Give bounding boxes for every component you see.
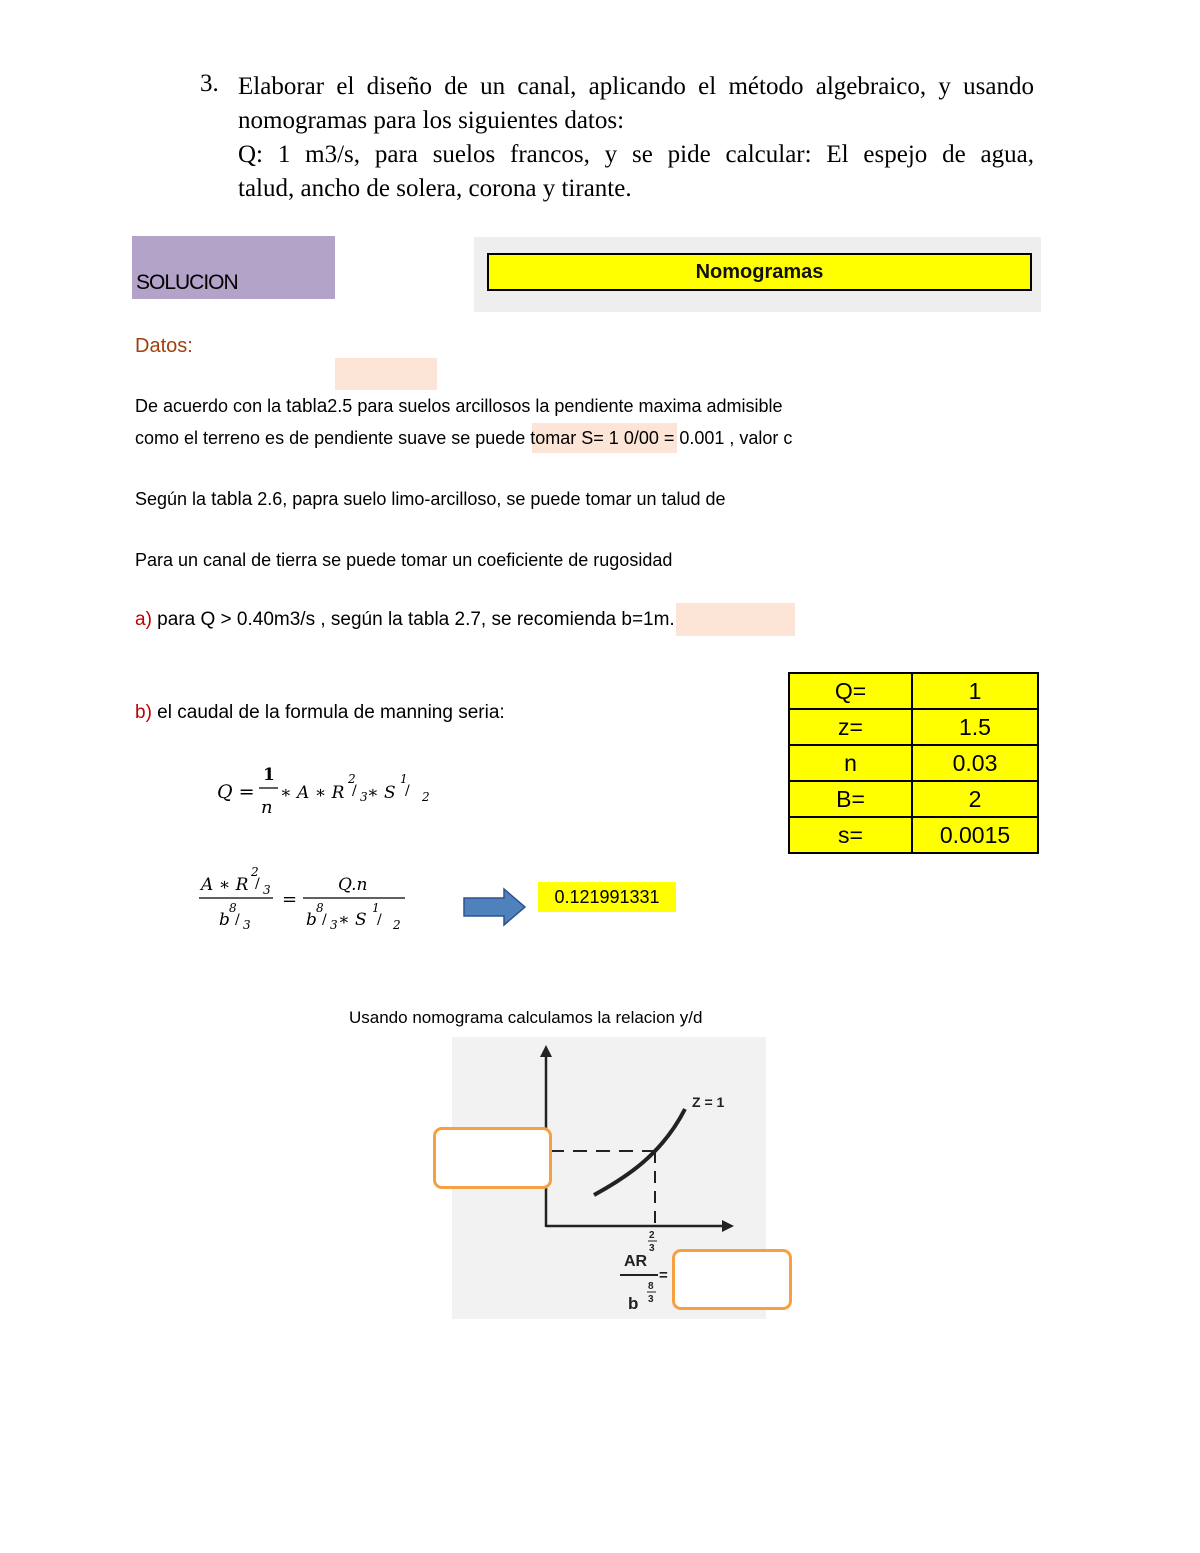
exponent-numerator: 8 — [316, 901, 324, 915]
data-table-row — [789, 709, 1038, 745]
formula-one: 1 — [263, 765, 275, 785]
data-table-value: 1.5 — [912, 709, 1038, 745]
data-table-value: 0.03 — [912, 745, 1038, 781]
text-line-pendiente — [135, 396, 783, 418]
data-table-value: 2 — [912, 781, 1038, 817]
formula-b: b — [306, 910, 317, 930]
exponent-slash: / — [405, 783, 410, 799]
x-axis-arrow — [722, 1220, 734, 1232]
problem-line-4: talud, ancho de solera, corona y tirante. — [238, 175, 632, 202]
problem-line-3: Q: 1 m3/s, para suelos francos, y se pide calcular: El espejo de agua, — [238, 141, 1034, 168]
curve-label: Z = 1 — [692, 1094, 725, 1110]
exponent-numerator: 2 — [251, 865, 259, 879]
datos-label: Datos: — [135, 335, 193, 357]
data-table-label: z= — [789, 709, 912, 745]
exponent-denominator: 3 — [263, 883, 271, 897]
axis-equals: = — [659, 1267, 668, 1284]
data-table-label: s= — [789, 817, 912, 853]
axis-exponent: 2 — [649, 1230, 655, 1241]
data-table-row — [789, 817, 1038, 853]
data-table-row — [789, 745, 1038, 781]
formula-rhs-a: ∗ A ∗ R — [280, 783, 345, 803]
data-table-row — [789, 673, 1038, 709]
formula-lhs-numerator: A ∗ R — [201, 875, 249, 895]
exponent-denominator: 2 — [393, 918, 401, 932]
text-fragment: tabla — [286, 396, 328, 417]
exponent-numerator: 2 — [348, 772, 356, 786]
formula-q-lhs: Q = — [217, 781, 255, 803]
axis-label-b: b — [628, 1294, 639, 1313]
exponent-denominator: 3 — [330, 918, 338, 932]
problem-line-2: nomogramas para los siguientes datos: — [238, 107, 625, 134]
problem-line-1: Elaborar el diseño de un canal, aplicando el método algebraico, y usando — [238, 73, 1034, 100]
text-line-rugosidad: Para un canal de tierra se puede tomar un coeficiente de rugosidad — [135, 550, 673, 570]
nomogram-caption: Usando nomograma calculamos la relacion y/d — [349, 1008, 703, 1027]
nomogramas-title: Nomogramas — [487, 253, 1032, 291]
item-label-a: a) — [135, 609, 152, 630]
formula-rhs-numerator: Q.n — [338, 875, 368, 895]
exponent-slash: / — [377, 912, 382, 928]
exponent-denominator: 3 — [243, 918, 251, 932]
exponent-slash: / — [235, 912, 240, 928]
data-table-row — [789, 781, 1038, 817]
text-fragment: Según la — [135, 489, 212, 509]
problem-number: 3. — [200, 70, 219, 97]
exponent-slash: / — [352, 783, 357, 799]
ratio-formula — [195, 862, 415, 937]
exponent-numerator: 1 — [400, 772, 408, 786]
text-line-b — [135, 702, 505, 724]
exponent-numerator: 1 — [372, 901, 380, 915]
answer-box-y-d[interactable] — [433, 1127, 552, 1189]
exponent-slash: / — [255, 876, 260, 892]
exponent-denominator: 3 — [360, 790, 368, 804]
text-fragment: De acuerdo con la — [135, 396, 287, 416]
formula-equals: = — [282, 889, 298, 910]
data-table-label: B= — [789, 781, 912, 817]
exponent-slash: / — [322, 912, 327, 928]
axis-exponent: 8 — [648, 1281, 654, 1292]
formula-rhs-b: ∗ S — [367, 783, 396, 803]
data-table-value: 0.0015 — [912, 817, 1038, 853]
data-table-label: n — [789, 745, 912, 781]
axis-label-ar: AR — [624, 1253, 648, 1270]
exponent-denominator: 2 — [422, 790, 430, 804]
text-fragment: tabla — [211, 489, 253, 510]
text-line-terreno: como el terreno es de pendiente suave se puede tomar S= 1 0/00 = 0.001 , valor c — [135, 428, 793, 448]
formula-b: b — [219, 910, 230, 930]
y-axis-arrow — [540, 1045, 552, 1057]
text-fragment: el caudal de la formula de manning seria: — [151, 702, 505, 723]
highlight-b-recommended — [676, 603, 795, 636]
text-fragment: 2.6, papra suelo limo-arcilloso, se puede tomar un talud de — [252, 489, 726, 509]
text-line-talud — [135, 489, 726, 511]
data-table-label: Q= — [789, 673, 912, 709]
problem-statement — [238, 70, 1034, 206]
text-fragment: para Q > 0.40m3/s , según la tabla 2.7, se recomienda b=1m. — [151, 609, 675, 630]
solucion-label: SOLUCION — [136, 271, 238, 294]
formula-n: n — [261, 797, 273, 818]
answer-box-ar-ratio[interactable] — [672, 1249, 792, 1310]
axis-exponent: 3 — [649, 1243, 655, 1254]
item-label-b: b) — [135, 702, 152, 723]
data-table — [788, 672, 1039, 854]
data-table-value: 1 — [912, 673, 1038, 709]
right-arrow-icon — [462, 887, 528, 929]
axis-exponent: 3 — [648, 1294, 654, 1305]
manning-formula — [200, 755, 450, 825]
text-line-a — [135, 609, 675, 631]
result-value: 0.121991331 — [538, 882, 676, 912]
empty-highlight-cell — [335, 358, 437, 390]
text-fragment: 2.5 para suelos arcillosos la pendiente maxima admisible — [327, 396, 783, 416]
exponent-numerator: 8 — [229, 901, 237, 915]
formula-times-s: ∗ S — [338, 910, 367, 930]
